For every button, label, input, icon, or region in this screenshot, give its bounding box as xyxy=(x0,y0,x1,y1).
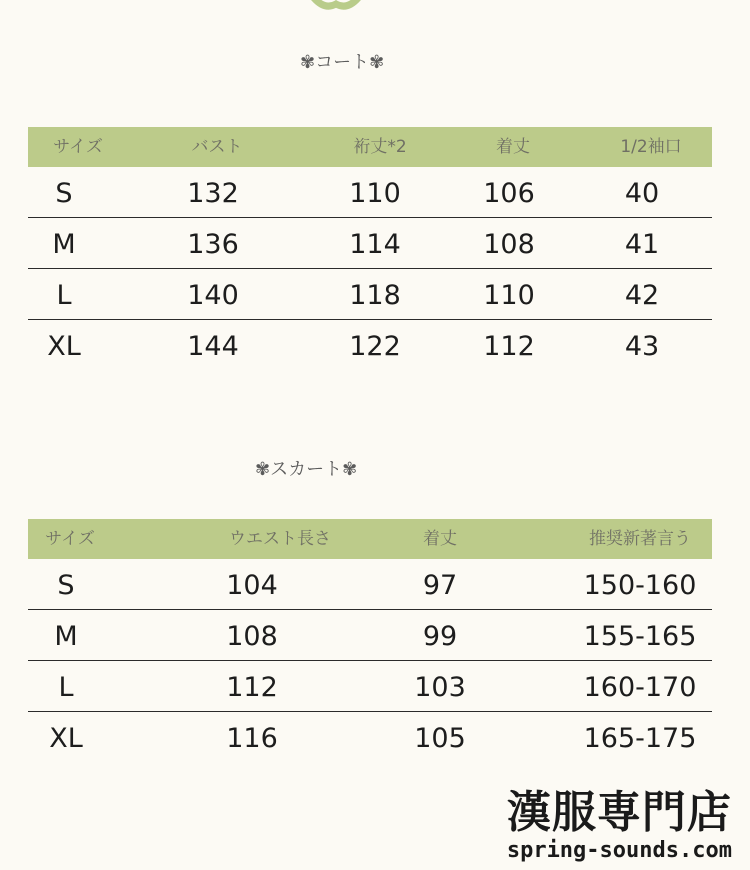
skirt-cell-waist: 112 xyxy=(226,672,278,703)
skirt-cell-waist: 104 xyxy=(226,570,278,601)
skirt-cell-size: XL xyxy=(49,723,83,754)
coat-header-length: 着丈 xyxy=(496,137,530,157)
skirt-cell-recommended-height: 160-170 xyxy=(583,672,697,703)
coat-cell-size: L xyxy=(56,280,72,311)
skirt-cell-size: L xyxy=(58,672,74,703)
coat-table-row xyxy=(28,167,712,218)
coat-cell-bust: 144 xyxy=(187,331,239,362)
skirt-cell-recommended-height: 155-165 xyxy=(583,621,697,652)
coat-header-bust: バスト xyxy=(191,137,243,157)
coat-header-sleeve-length: 裄丈*2 xyxy=(353,137,407,157)
skirt-size-table xyxy=(28,519,712,763)
skirt-table-row xyxy=(28,661,712,712)
coat-cell-cuff: 43 xyxy=(624,331,660,362)
shop-url: spring-sounds.com xyxy=(506,838,732,863)
coat-cell-size: XL xyxy=(47,331,81,362)
skirt-cell-waist: 116 xyxy=(226,723,278,754)
coat-cell-cuff: 40 xyxy=(624,178,660,209)
skirt-cell-length: 105 xyxy=(414,723,466,754)
coat-table-row xyxy=(28,218,712,269)
skirt-cell-size: S xyxy=(57,570,75,601)
coat-cell-bust: 132 xyxy=(187,178,239,209)
coat-header-cuff: 1/2袖口 xyxy=(620,137,682,157)
coat-cell-cuff: 42 xyxy=(624,280,660,311)
coat-cell-size: S xyxy=(55,178,73,209)
skirt-cell-length: 99 xyxy=(422,621,458,652)
coat-cell-length: 110 xyxy=(483,280,535,311)
shop-watermark xyxy=(507,788,732,864)
skirt-header-size: サイズ xyxy=(45,529,95,549)
coat-header-row xyxy=(28,127,712,167)
coat-cell-sleeve-length: 110 xyxy=(349,178,401,209)
skirt-table-row xyxy=(28,610,712,661)
coat-cell-length: 106 xyxy=(483,178,535,209)
skirt-section-title: ✾スカート✾ xyxy=(255,459,358,480)
skirt-header-row xyxy=(28,519,712,559)
skirt-cell-size: M xyxy=(54,621,78,652)
coat-size-table xyxy=(28,127,712,371)
coat-cell-sleeve-length: 114 xyxy=(349,229,401,260)
skirt-table-row xyxy=(28,559,712,610)
skirt-cell-recommended-height: 165-175 xyxy=(583,723,697,754)
skirt-header-recommended-height: 推奨新著言う xyxy=(589,529,691,549)
coat-table-row xyxy=(28,320,712,371)
coat-section-title: ✾コート✾ xyxy=(300,52,385,73)
top-decoration xyxy=(300,0,370,10)
coat-table-row xyxy=(28,269,712,320)
skirt-table-row xyxy=(28,712,712,763)
coat-cell-bust: 136 xyxy=(187,229,239,260)
skirt-cell-waist: 108 xyxy=(226,621,278,652)
coat-cell-length: 108 xyxy=(483,229,535,260)
skirt-cell-length: 103 xyxy=(414,672,466,703)
coat-cell-sleeve-length: 122 xyxy=(349,331,401,362)
coat-cell-bust: 140 xyxy=(187,280,239,311)
coat-cell-size: M xyxy=(52,229,76,260)
coat-header-size: サイズ xyxy=(53,137,103,157)
coat-cell-length: 112 xyxy=(483,331,535,362)
coat-cell-sleeve-length: 118 xyxy=(349,280,401,311)
shop-name: 漢服専門店 xyxy=(506,787,732,838)
skirt-header-length: 着丈 xyxy=(423,529,457,549)
skirt-cell-length: 97 xyxy=(422,570,458,601)
skirt-cell-recommended-height: 150-160 xyxy=(583,570,697,601)
skirt-header-waist: ウエスト長さ xyxy=(229,529,331,549)
coat-cell-cuff: 41 xyxy=(624,229,660,260)
